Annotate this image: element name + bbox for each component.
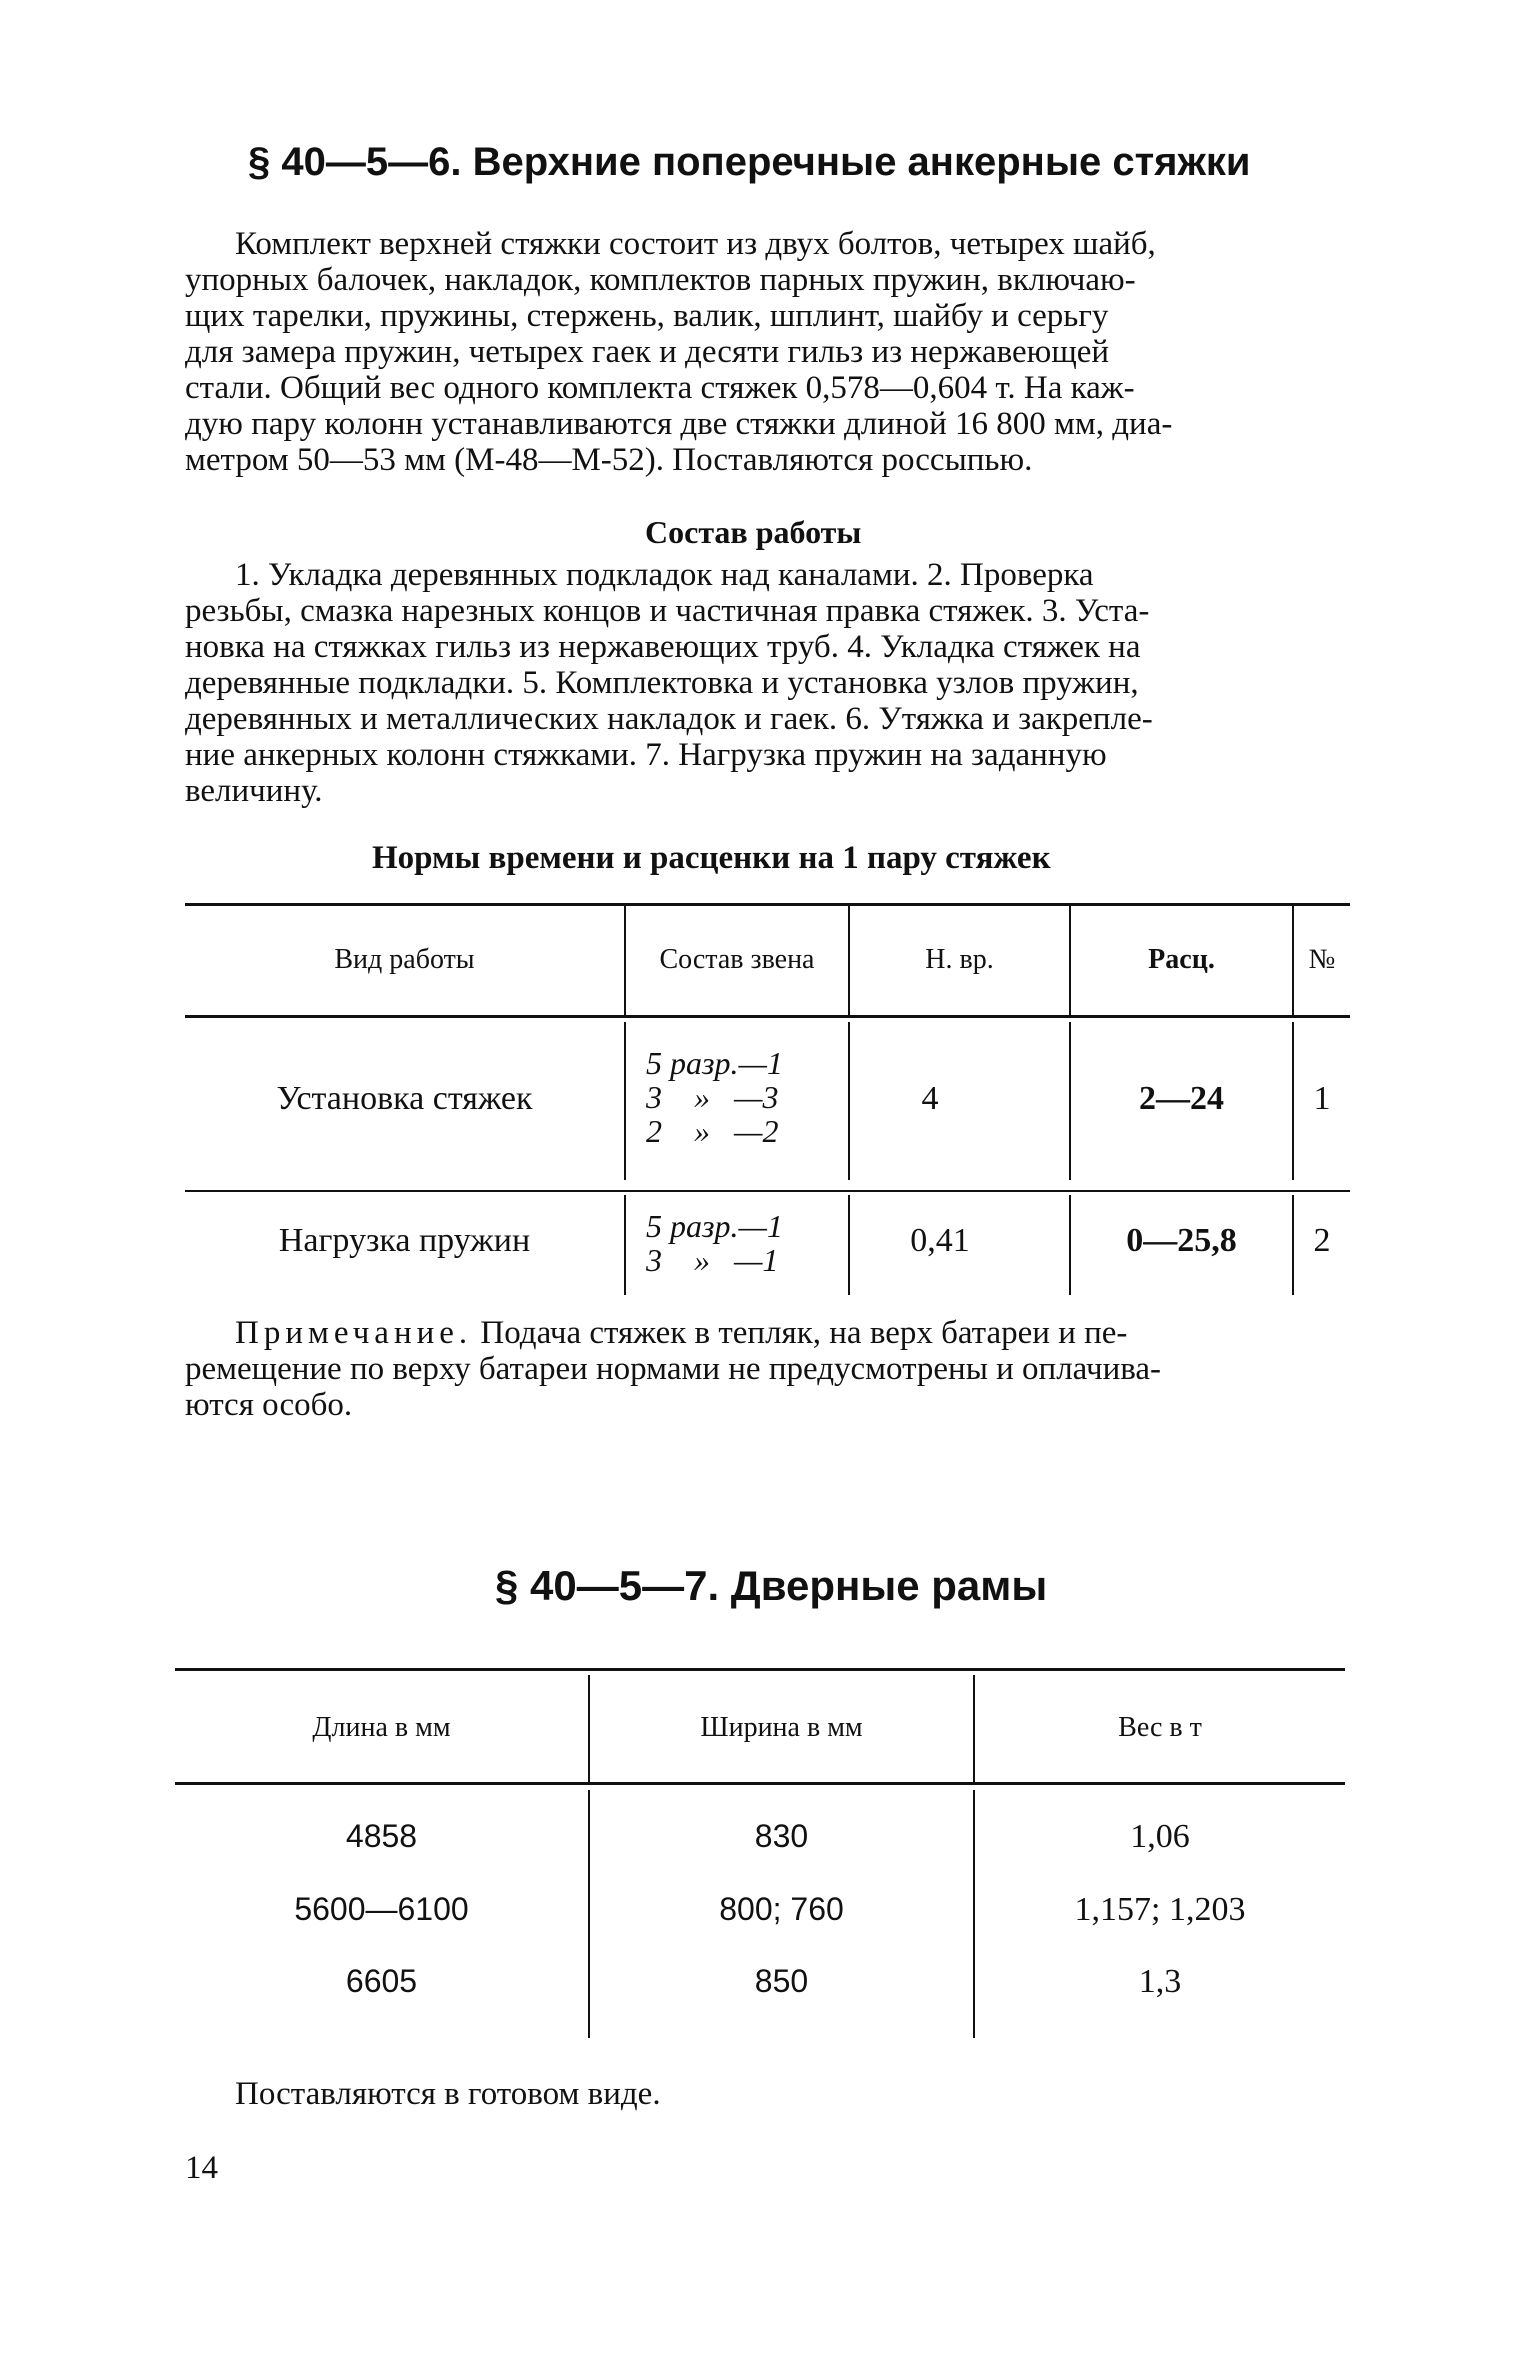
note-line: Подача стяжек в тепляк, на верх батареи и пе- bbox=[472, 1315, 1128, 1351]
row-length: 4858 bbox=[345, 1818, 418, 1854]
table-rule bbox=[185, 1015, 1350, 1018]
row-width: 850 bbox=[754, 1963, 809, 1999]
table-header-width: Ширина в мм bbox=[700, 1712, 863, 1743]
row-norm: 4 bbox=[921, 1080, 939, 1117]
work-line: новка на стяжках гильз из нержавеющих труб. 4. Укладка стяжек на bbox=[185, 629, 1141, 665]
row-rate: 0—25,8 bbox=[1126, 1222, 1237, 1259]
work-line: деревянные подкладки. 5. Комплектовка и установка узлов пружин, bbox=[185, 665, 1139, 701]
row-width: 830 bbox=[754, 1818, 809, 1854]
row-crew-line: 2 » —2 bbox=[646, 1113, 779, 1149]
row-weight: 1,157; 1,203 bbox=[1074, 1891, 1246, 1928]
row-width: 800; 760 bbox=[719, 1891, 844, 1927]
row-work: Нагрузка пружин bbox=[278, 1222, 531, 1259]
table-header-crew: Состав звена bbox=[659, 944, 815, 975]
intro-line: Комплект верхней стяжки состоит из двух болтов, четырех шайб, bbox=[235, 226, 1156, 262]
row-weight: 1,3 bbox=[1138, 1963, 1182, 2000]
table-header-number: № bbox=[1308, 944, 1336, 975]
table-rule bbox=[185, 1190, 1350, 1192]
intro-line: упорных балочек, накладок, комплектов парных пружин, включаю- bbox=[185, 262, 1136, 298]
table-rule bbox=[185, 903, 1350, 906]
table-column-divider bbox=[624, 1022, 626, 1180]
intro-line: щих тарелки, пружины, стержень, валик, шплинт, шайбу и серьгу bbox=[185, 298, 1109, 334]
note-line: ремещение по верху батареи нормами не предусмотрены и оплачива- bbox=[185, 1351, 1162, 1387]
table-header-rate: Расц. bbox=[1148, 944, 1215, 975]
table-header-length: Длина в мм bbox=[312, 1712, 451, 1743]
norms-table-title: Нормы времени и расценки на 1 пару стяжек bbox=[372, 840, 1051, 876]
row-rate: 2—24 bbox=[1139, 1080, 1224, 1117]
row-number: 1 bbox=[1313, 1080, 1331, 1117]
row-crew-line: 5 разр.—1 bbox=[646, 1045, 783, 1081]
row-length: 6605 bbox=[345, 1963, 418, 1999]
row-norm: 0,41 bbox=[910, 1222, 970, 1259]
intro-line: метром 50—53 мм (М-48—М-52). Поставляются россыпью. bbox=[185, 442, 1033, 478]
section-title-2: § 40—5—7. Дверные рамы bbox=[495, 1562, 1048, 1609]
row-weight: 1,06 bbox=[1130, 1818, 1190, 1855]
row-crew-line: 5 разр.—1 bbox=[646, 1208, 783, 1244]
table-column-divider bbox=[624, 1195, 626, 1295]
row-crew-line: 3 » —3 bbox=[646, 1079, 779, 1115]
table-header-norm: Н. вр. bbox=[925, 944, 994, 975]
work-line: деревянных и металлических накладок и гаек. 6. Утяжка и закрепле- bbox=[185, 701, 1153, 737]
row-crew-line: 3 » —1 bbox=[646, 1242, 779, 1278]
work-line: ние анкерных колонн стяжками. 7. Нагрузка пружин на заданную bbox=[185, 737, 1107, 773]
table-header-work: Вид работы bbox=[334, 944, 475, 975]
work-heading: Состав работы bbox=[645, 514, 862, 550]
supply-note: Поставляются в готовом виде. bbox=[235, 2076, 661, 2112]
page-number: 14 bbox=[185, 2150, 218, 2186]
table-rule bbox=[175, 1782, 1345, 1785]
table-header-weight: Вес в т bbox=[1118, 1712, 1202, 1743]
intro-line: дую пару колонн устанавливаются две стяжки длиной 16 800 мм, диа- bbox=[185, 406, 1173, 442]
work-line: величину. bbox=[185, 773, 323, 809]
note-label: Примечание. bbox=[235, 1315, 473, 1351]
table-rule bbox=[175, 1668, 1345, 1671]
section-title-1: § 40—5—6. Верхние поперечные анкерные стяжки bbox=[248, 140, 1251, 184]
intro-line: стали. Общий вес одного комплекта стяжек 0,578—0,604 т. На каж- bbox=[185, 370, 1135, 406]
work-line: 1. Укладка деревянных подкладок над каналами. 2. Проверка bbox=[235, 557, 1094, 593]
note-line: ются особо. bbox=[185, 1387, 353, 1423]
work-line: резьбы, смазка нарезных концов и частичная правка стяжек. 3. Уста- bbox=[185, 593, 1150, 629]
row-work: Установка стяжек bbox=[276, 1080, 533, 1117]
intro-line: для замера пружин, четырех гаек и десяти гильз из нержавеющей bbox=[185, 334, 1110, 370]
row-number: 2 bbox=[1313, 1222, 1331, 1259]
row-length: 5600—6100 bbox=[294, 1891, 469, 1927]
